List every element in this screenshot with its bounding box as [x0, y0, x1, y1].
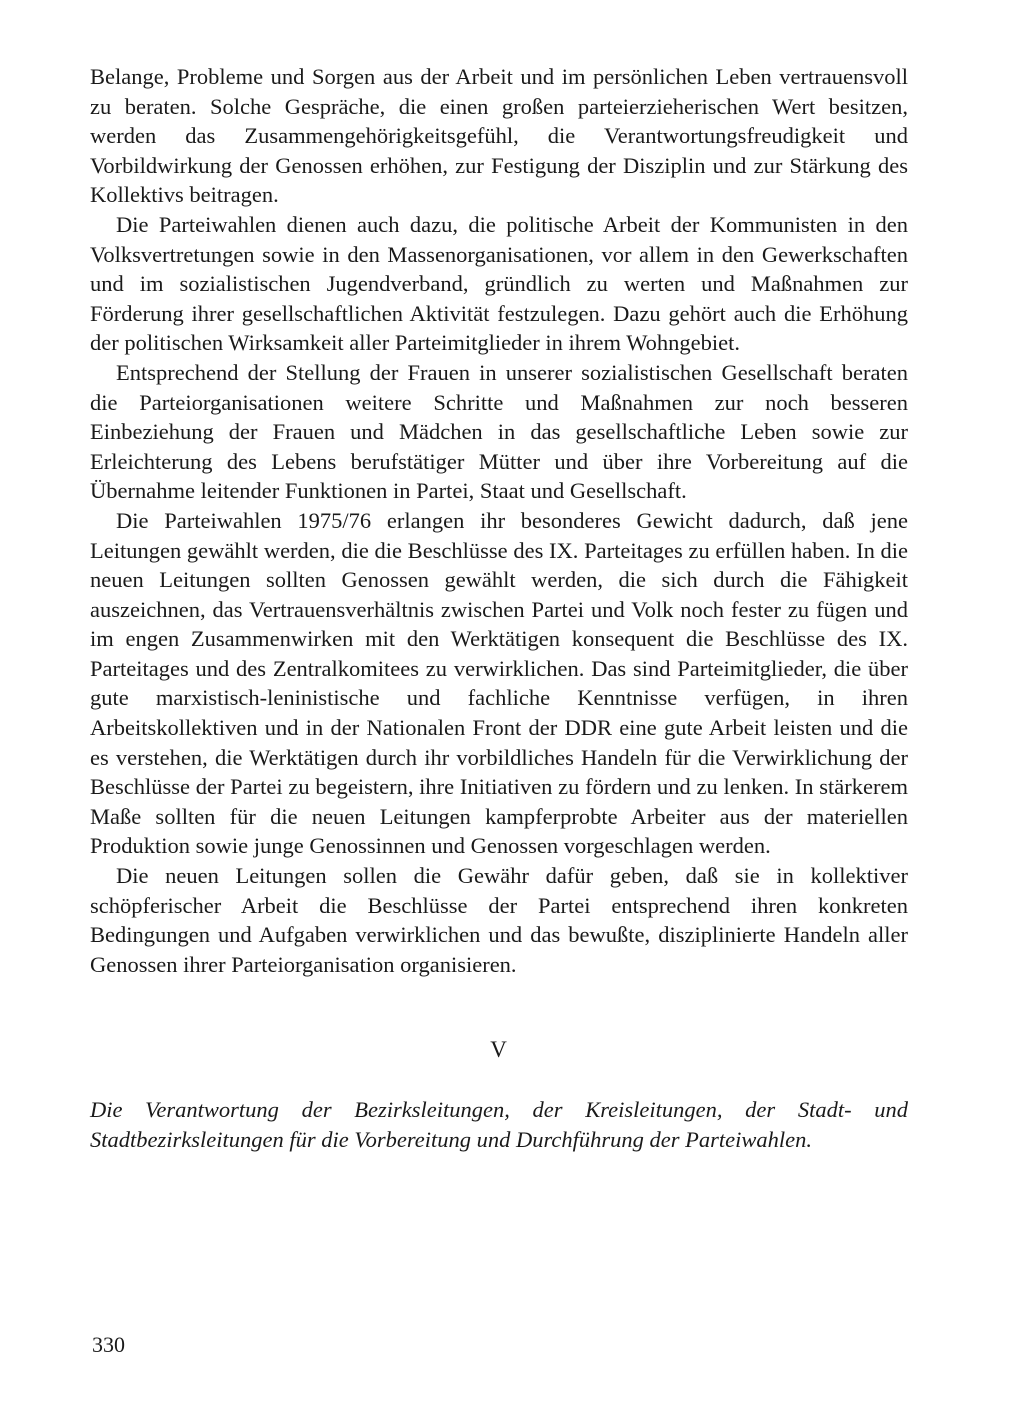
page-number: 330 — [92, 1332, 125, 1357]
section-numeral: V — [490, 1037, 508, 1063]
page-body — [90, 62, 908, 1155]
section-heading: Die Verantwortung der Bezirksleitungen, der Kreisleitungen, der Stadt- und Stadtbezirksleitungen für die Vorbereitung und Durchführung der Parteiwahlen. — [90, 1097, 908, 1153]
paragraph-5: Die neuen Leitungen sollen die Gewähr dafür geben, daß sie in kollektiver schöpferischer Arbeit die Beschlüsse der Partei entsprechend ihren konkreten Bedingungen und Aufgaben verwirklichen und das bewußte, disziplinierte Handeln aller Genossen ihrer Parteiorganisation organisieren. — [90, 863, 908, 977]
paragraph-4: Die Parteiwahlen 1975/76 erlangen ihr besonderes Gewicht dadurch, daß jene Leitungen gewählt werden, die die Beschlüsse des IX. Parteitages zu erfüllen haben. In die neuen Leitungen sollten Genossen gewählt werden, die sich durch die Fähigkeit auszeichnen, das Vertrauensverhältnis zwischen Partei und Volk noch fester zu fügen und im engen Zusammenwirken mit den Werktätigen konsequent die Beschlüsse des IX. Parteitages und des Zentralkomitees zu verwirklichen. Das sind Parteimitglieder, die über gute marxistisch-leninistische und fachliche Kenntnisse verfügen, in ihren Arbeitskollektiven und in der Nationalen Front der DDR eine gute Arbeit leisten und die es verstehen, die Werktätigen durch ihr vorbildliches Handeln für die Verwirklichung der Beschlüsse der Partei zu begeistern, ihre Initiativen zu fördern und zu lenken. In stärkerem Maße sollten für die neuen Leitungen kampferprobte Arbeiter aus der materiellen Produktion sowie junge Genossinnen und Genossen vorgeschlagen werden. — [90, 507, 908, 859]
paragraph-2: Die Parteiwahlen dienen auch dazu, die politische Arbeit der Kommunisten in den Volksvertretungen sowie in den Massenorganisationen, vor allem in den Gewerkschaften und im sozialistischen Jugendverband, gründlich zu werten und Maßnahmen zur Förderung ihrer gesellschaftlichen Aktivität festzulegen. Dazu gehört auch die Erhöhung der politischen Wirksamkeit aller Parteimitglieder in ihrem Wohngebiet. — [90, 211, 908, 356]
paragraph-1: Belange, Probleme und Sorgen aus der Arbeit und im persönlichen Leben vertrauensvoll zu beraten. Solche Gespräche, die einen großen parteierzieherischen Wert besitzen, werden das Zusammengehörigkeitsgefühl, die Verantwortungsfreudigkeit und Vorbildwirkung der Genossen erhöhen, zur Festigung der Disziplin und zur Stärkung des Kollektivs beitragen. — [90, 64, 908, 208]
paragraph-3: Entsprechend der Stellung der Frauen in unserer sozialistischen Gesellschaft beraten die Parteiorganisationen weitere Schritte und Maßnahmen zur noch besseren Einbeziehung der Frauen und Mädchen in das gesellschaftliche Leben sowie zur Erleichterung des Lebens berufstätiger Mütter und über ihre Vorbereitung auf die Übernahme leitender Funktionen in Partei, Staat und Gesellschaft. — [90, 359, 908, 504]
